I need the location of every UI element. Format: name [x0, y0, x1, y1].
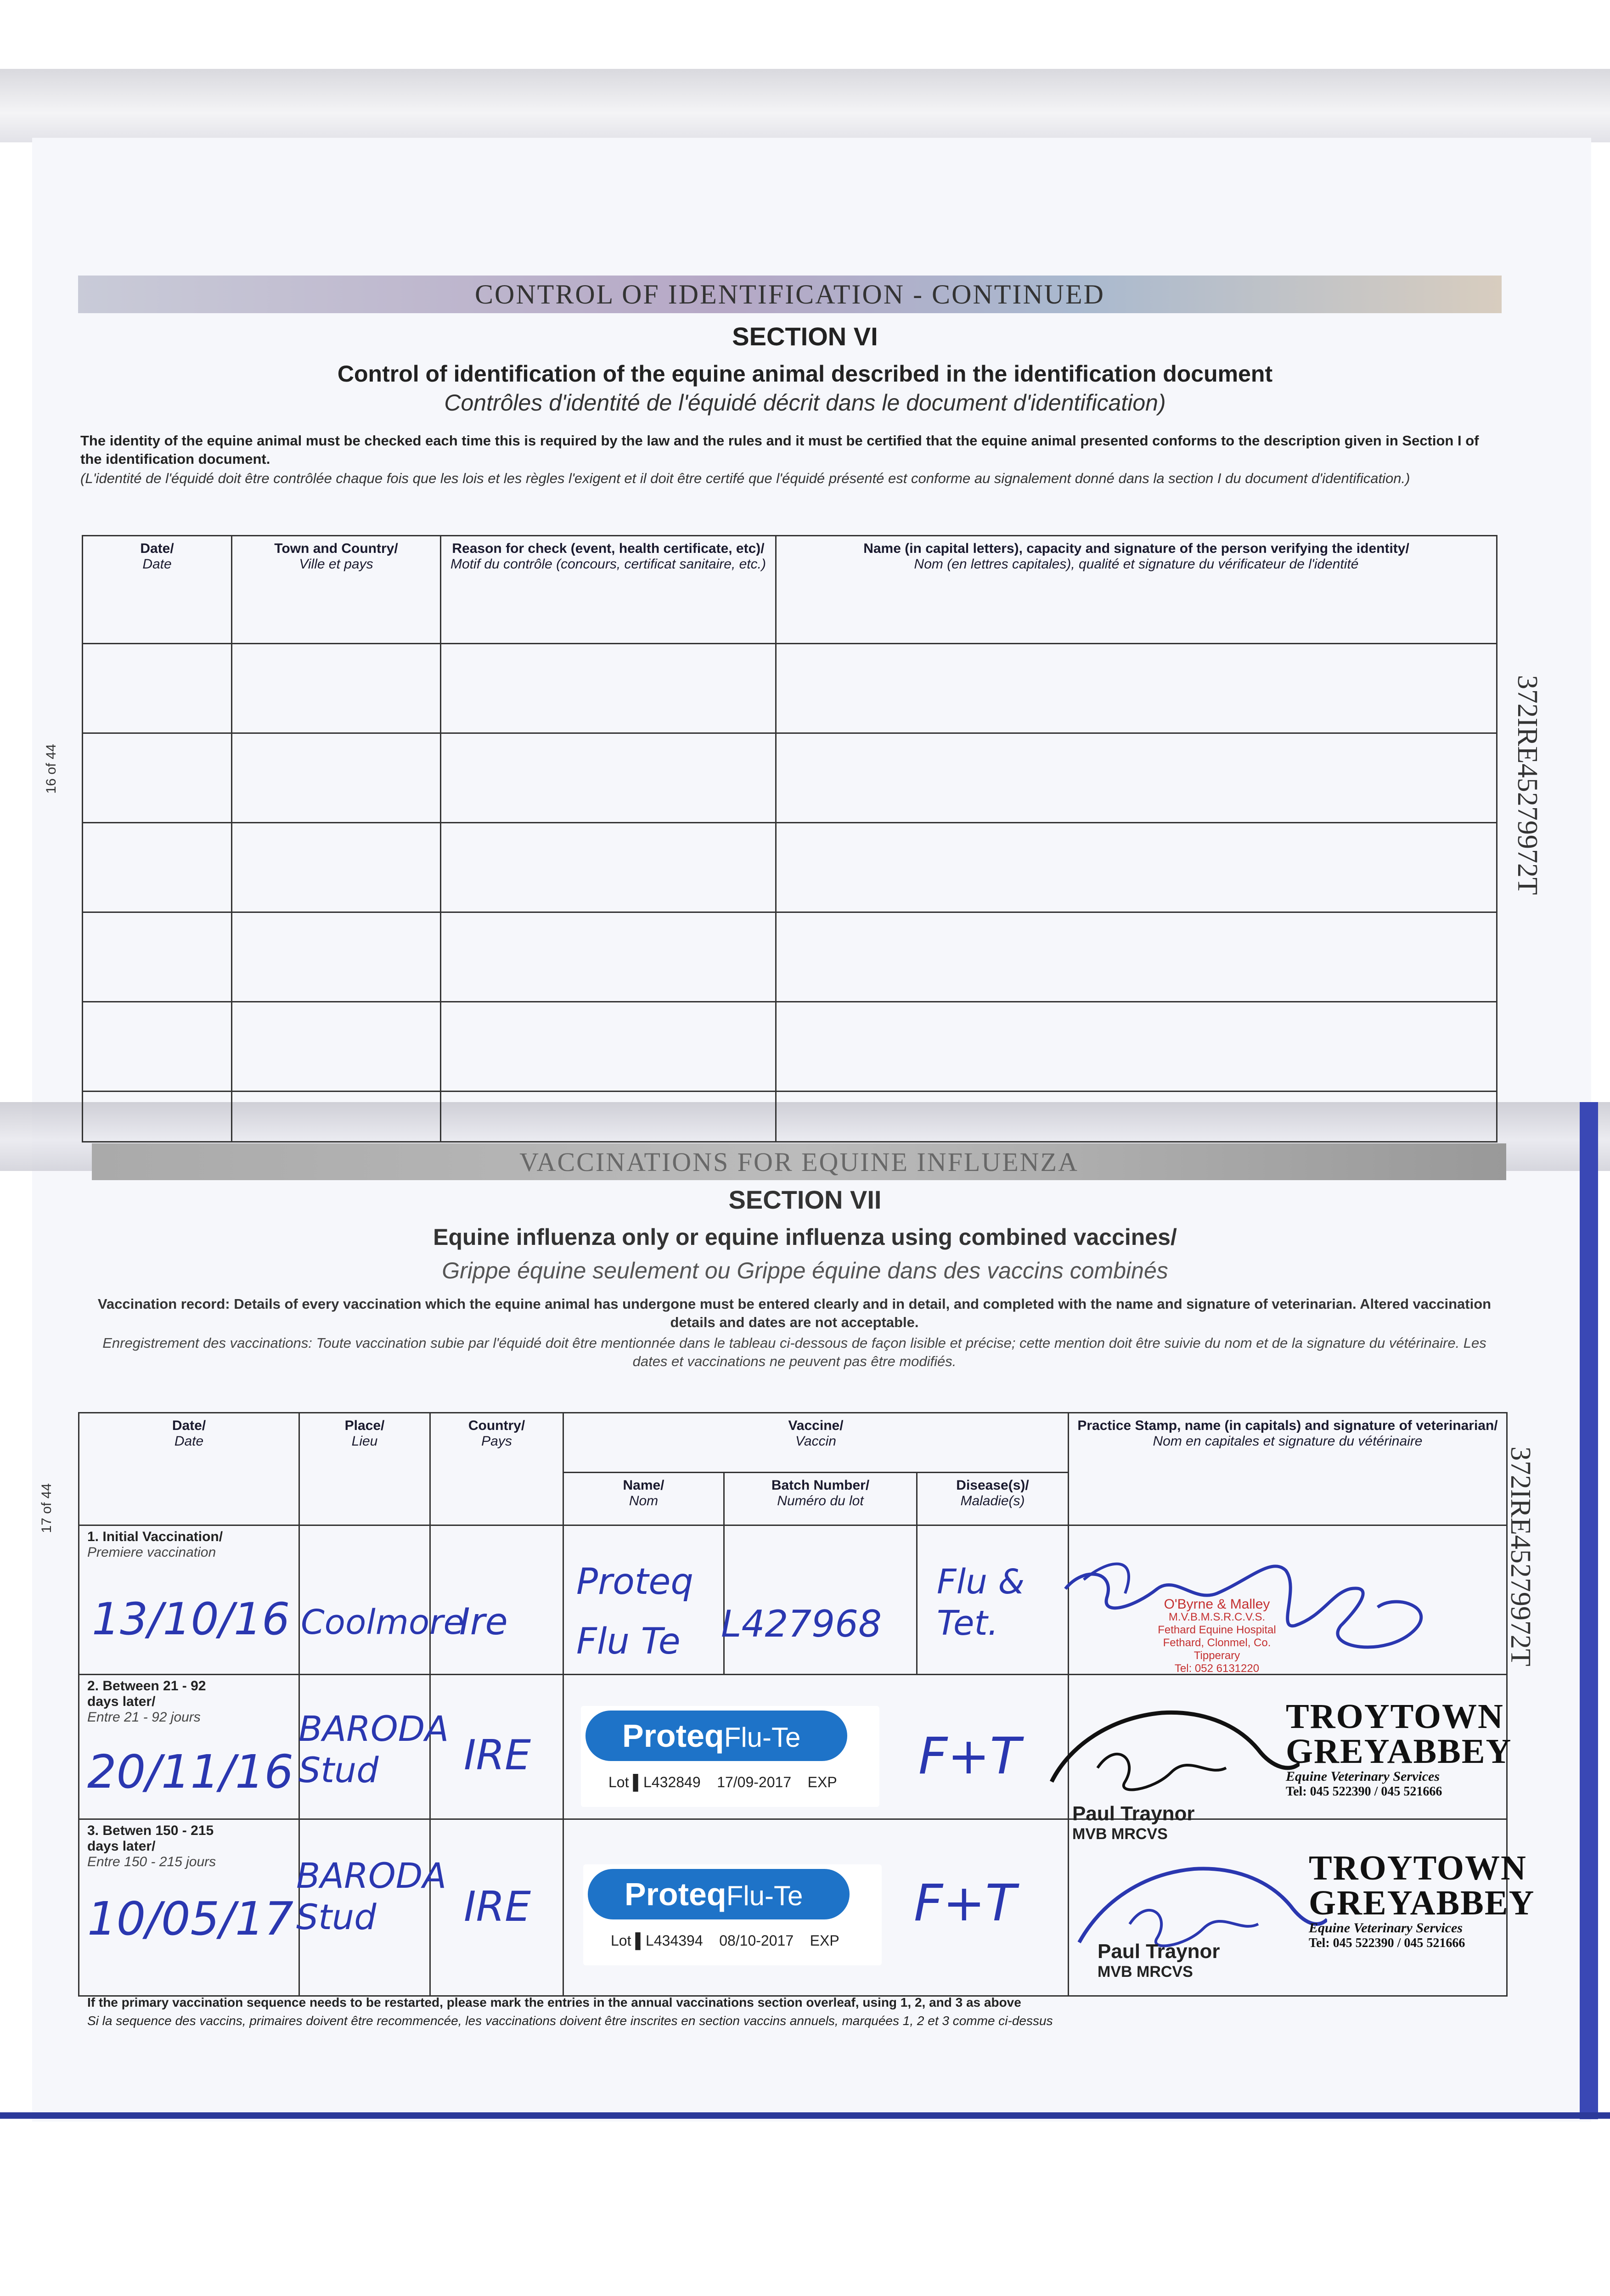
table-row [83, 823, 1497, 912]
row2-label: 2. Between 21 - 92 days later/ Entre 21 - 92 jours [87, 1678, 206, 1725]
section7-banner: VACCINATIONS FOR EQUINE INFLUENZA [92, 1143, 1506, 1180]
row1-practice-stamp: O'Byrne & Malley M.V.B.M.S.R.C.V.S. Fethard Equine Hospital Fethard, Clonmel, Co. Tipperary Tel: 052 6131220 [1158, 1597, 1276, 1675]
footnote-fr: Si la sequence des vaccins, primaires doivent être recommencée, les vaccinations doivent être inscrites en section vaccins annuels, marquées 1, 2 et 3 comme ci-dessus [87, 2014, 1053, 2028]
table-row [83, 912, 1497, 1002]
row3-disease: F+T [914, 1874, 1016, 1932]
header-name: Name/ Nom [563, 1473, 724, 1525]
cover-edge-bottom [0, 2112, 1610, 2119]
section6-intro-fr: (L'identité de l'équidé doit être contrôlée chaque fois que les lois et les règles l'exigent et il doit être certifé que l'équidé présenté est conforme au signalement donné dans la section I du document d'identification.) [80, 470, 1410, 486]
footnote: If the primary vaccination sequence needs to be restarted, please mark the entries in the annual vaccinations section overleaf, using 1, 2, and 3 as above [87, 1995, 1021, 2009]
row3-label: 3. Betwen 150 - 215 days later/ Entre 150 - 215 jours [87, 1823, 216, 1869]
row1-batch: L427968 [721, 1603, 882, 1645]
vaccination-record-note-fr: Enregistrement des vaccinations: Toute vaccination subie par l'équidé doit être mentionnée dans le tableau ci-dessous de façon lisible et précise; cette mention doit être suivie du nom et de la signature du vétérinaire. Les dates et vaccinations ne peuvent pas être modifiés. [102, 1335, 1486, 1369]
vaccination-record-note: Vaccination record: Details of every vaccination which the equine animal has undergone must be entered clearly and in detail, and completed with the name and signature of veterinarian. Altered vaccination details and dates are not acceptable. [97, 1296, 1492, 1330]
section6-heading: SECTION VI [732, 322, 878, 351]
document-number-bottom: 372IRE45279972T [1505, 1446, 1536, 1666]
section6-title-fr: Contrôles d'identité de l'équidé décrit dans le document d'identification) [444, 390, 1166, 416]
row3-vaccine-sticker: ProteqFlu-Te Lot ▌L434394 08/10-2017 EXP [583, 1864, 882, 1965]
page-spine-top [0, 69, 1610, 142]
row3-vet-name: Paul Traynor MVB MRCVS [1098, 1940, 1220, 1981]
table-row [83, 644, 1497, 733]
identification-check-table [82, 535, 1497, 1142]
row2-troytown-stamp: TROYTOWN GREYABBEY Equine Veterinary Services Tel: 045 522390 / 045 521666 [1286, 1697, 1512, 1799]
section6-title: Control of identification of the equine animal described in the identification document [337, 361, 1273, 387]
vaccination-header-row [79, 1413, 1507, 1473]
header-reason: Reason for check (event, health certificate, etc)/ Motif du contrôle (concours, certificat sanitaire, etc.) [441, 536, 776, 644]
header-batch: Batch Number/ Numéro du lot [724, 1473, 917, 1525]
section7-title-fr: Grippe équine seulement ou Grippe équine dans des vaccins combinés [442, 1258, 1168, 1283]
header-practice-stamp: Practice Stamp, name (in capitals) and signature of veterinarian/ Nom en capitales et signature du vétérinaire [1069, 1413, 1507, 1525]
row2-vet-name: Paul Traynor MVB MRCVS [1072, 1802, 1195, 1843]
cover-edge [1580, 1102, 1598, 2119]
row2-date: 20/11/16 [87, 1745, 294, 1799]
header-verifier: Name (in capital letters), capacity and signature of the person verifying the identity/ Nom (en lettres capitales), qualité et signature du vérificateur de l'identité [776, 536, 1497, 644]
table-row [83, 733, 1497, 823]
row2-country: IRE [464, 1731, 531, 1779]
section7-title: Equine influenza only or equine influenza using combined vaccines/ [433, 1224, 1177, 1250]
row3-troytown-stamp: TROYTOWN GREYABBEY Equine Veterinary Services Tel: 045 522390 / 045 521666 [1309, 1849, 1535, 1950]
table-row [83, 1092, 1497, 1142]
row1-date: 13/10/16 [92, 1593, 290, 1645]
row2-place: BARODA Stud [298, 1708, 449, 1790]
section7-heading: SECTION VII [728, 1185, 882, 1214]
row1-place: Coolmore [301, 1603, 465, 1642]
row1-country: Ire [459, 1600, 508, 1643]
header-date: Date/ Date [83, 536, 232, 644]
header-country: Country/ Pays [430, 1413, 563, 1525]
row3-date: 10/05/17 [87, 1892, 294, 1946]
row1-signature [1056, 1538, 1469, 1690]
section6-intro: The identity of the equine animal must be checked each time this is required by the law and the rules and it must be certified that the equine animal presented conforms to the description given in Section I of the identification document. [80, 433, 1479, 467]
header-town-country: Town and Country/ Ville et pays [232, 536, 441, 644]
page-number-top: 16 of 44 [44, 744, 59, 794]
header-disease: Disease(s)/ Maladie(s) [917, 1473, 1069, 1525]
document-number-top: 372IRE45279972T [1512, 675, 1543, 895]
header-place: Place/ Lieu [299, 1413, 430, 1525]
row2-vaccine-sticker: ProteqFlu-Te Lot ▌L432849 17/09-2017 EXP [581, 1706, 879, 1807]
row1-vaccine-name: Proteq Flu Te [576, 1561, 693, 1662]
row1-disease: Flu & Tet. [937, 1562, 1025, 1643]
row3-country: IRE [464, 1883, 531, 1931]
row2-disease: F+T [918, 1727, 1021, 1785]
header-vaccine: Vaccine/ Vaccin [563, 1413, 1069, 1473]
page-number-bottom: 17 of 44 [39, 1483, 54, 1533]
row1-label: 1. Initial Vaccination/ Premiere vaccination [87, 1529, 223, 1560]
table-header-row [83, 536, 1497, 644]
section6-banner: CONTROL OF IDENTIFICATION - CONTINUED [78, 276, 1502, 313]
row3-place: BARODA Stud [296, 1855, 447, 1937]
table-row [83, 1002, 1497, 1092]
header-date: Date/ Date [79, 1413, 299, 1525]
row2-signature [1042, 1690, 1300, 1809]
